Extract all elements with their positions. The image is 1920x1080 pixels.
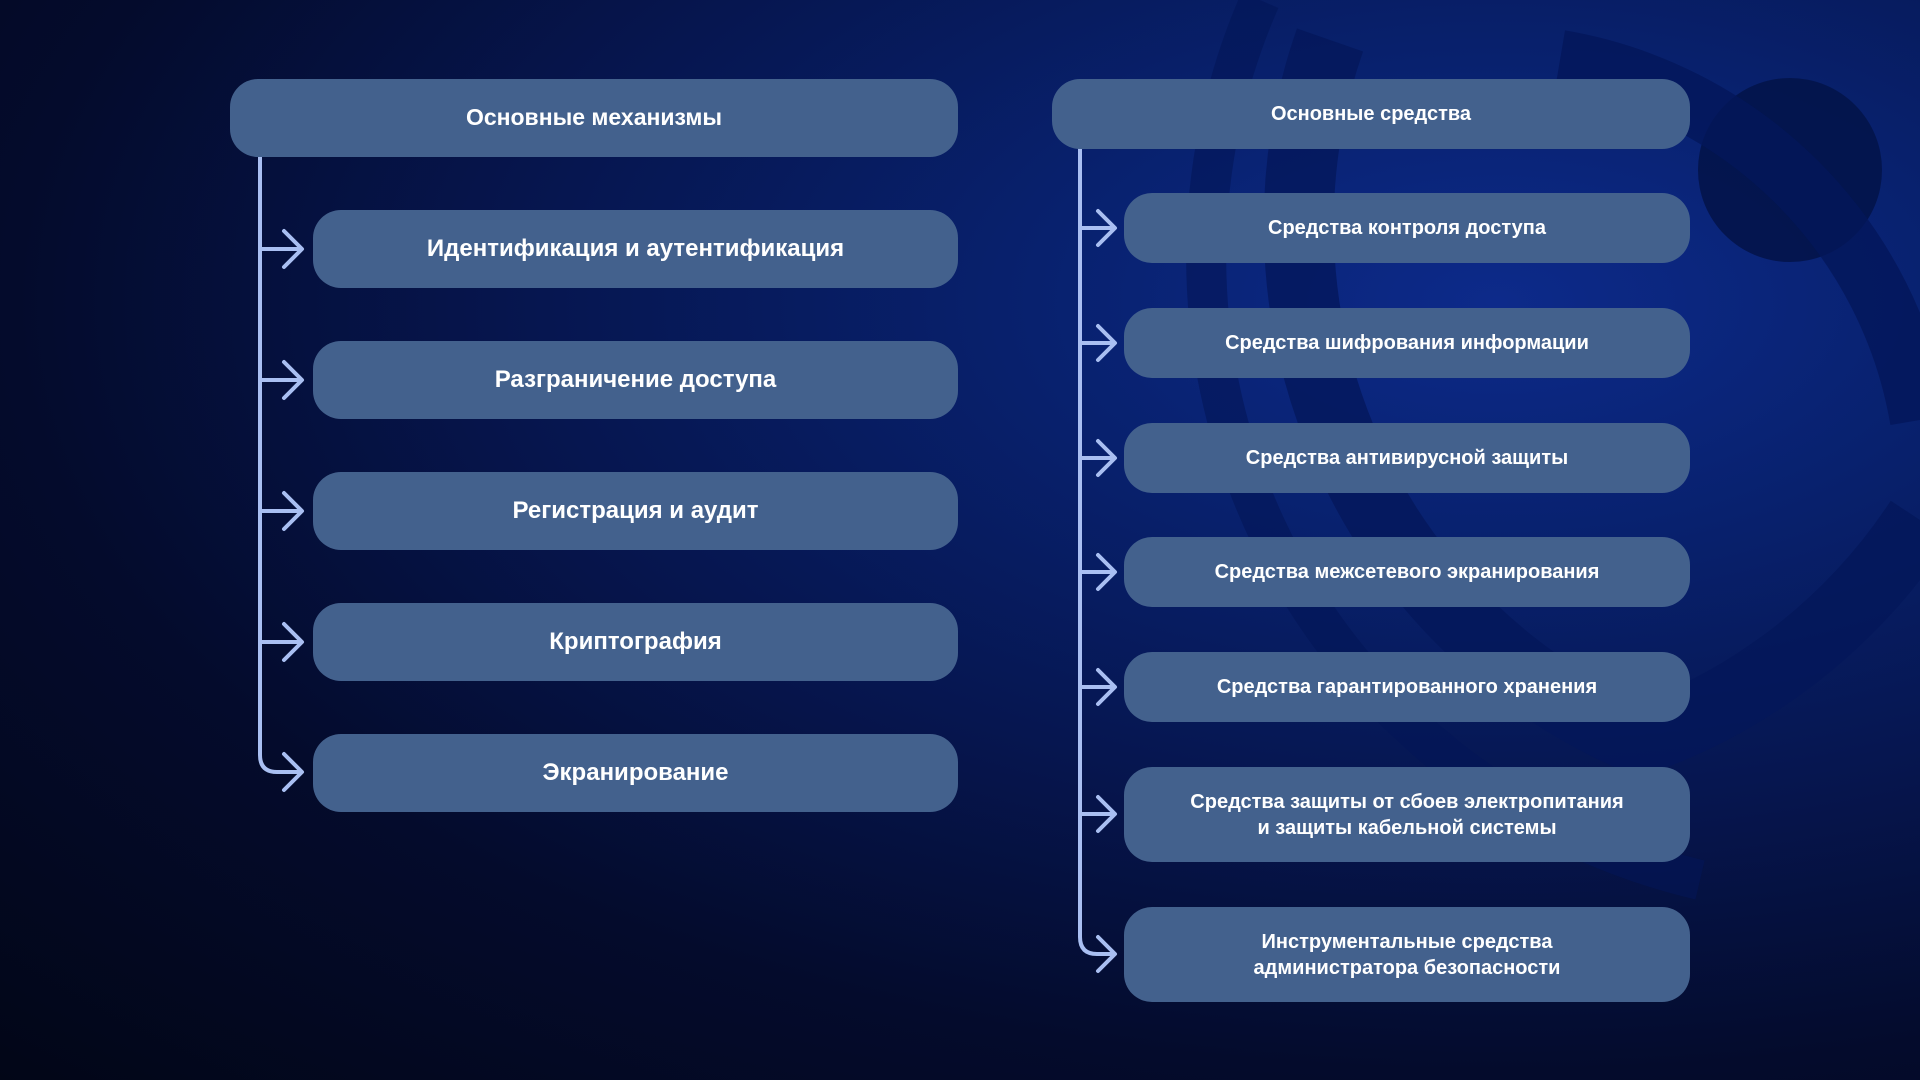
tool-item-admin-tools — [1124, 907, 1690, 1002]
tool-item-power-protection — [1124, 767, 1690, 862]
mechanisms-header — [230, 79, 958, 157]
tool-item-label: Средства защиты от сбоев электропитания и защиты кабельной системы — [1190, 790, 1624, 839]
tools-header — [1052, 79, 1690, 149]
mechanism-item-access-control — [313, 341, 958, 419]
tool-item-label: Инструментальные средства администратора безопасности — [1253, 930, 1561, 979]
mechanism-item-label: Криптография — [549, 628, 722, 656]
tool-item-firewall — [1124, 537, 1690, 607]
tool-item-encryption — [1124, 308, 1690, 378]
tool-item-label: Средства гарантированного хранения — [1216, 676, 1598, 698]
tool-item-label: Средства межсетевого экранирования — [1214, 561, 1600, 583]
mechanism-item-audit — [313, 472, 958, 550]
tool-item-storage — [1124, 652, 1690, 722]
tool-item-access-control — [1124, 193, 1690, 263]
mechanism-item-cryptography — [313, 603, 958, 681]
tool-item-label: Средства антивирусной защиты — [1245, 447, 1569, 469]
tools-header-label: Основные средства — [1270, 103, 1472, 125]
tool-item-label: Средства шифрования информации — [1225, 332, 1589, 354]
mechanism-item-identification — [313, 210, 958, 288]
tool-item-label: Средства контроля доступа — [1268, 217, 1546, 239]
mechanism-item-label: Разграничение доступа — [494, 366, 777, 394]
tool-item-antivirus — [1124, 423, 1690, 493]
mechanism-item-shielding — [313, 734, 958, 812]
mechanism-item-label: Идентификация и аутентификация — [426, 235, 845, 263]
mechanism-item-label: Регистрация и аудит — [512, 497, 759, 525]
mechanisms-header-label: Основные механизмы — [465, 104, 723, 131]
mechanism-item-label: Экранирование — [542, 759, 729, 787]
